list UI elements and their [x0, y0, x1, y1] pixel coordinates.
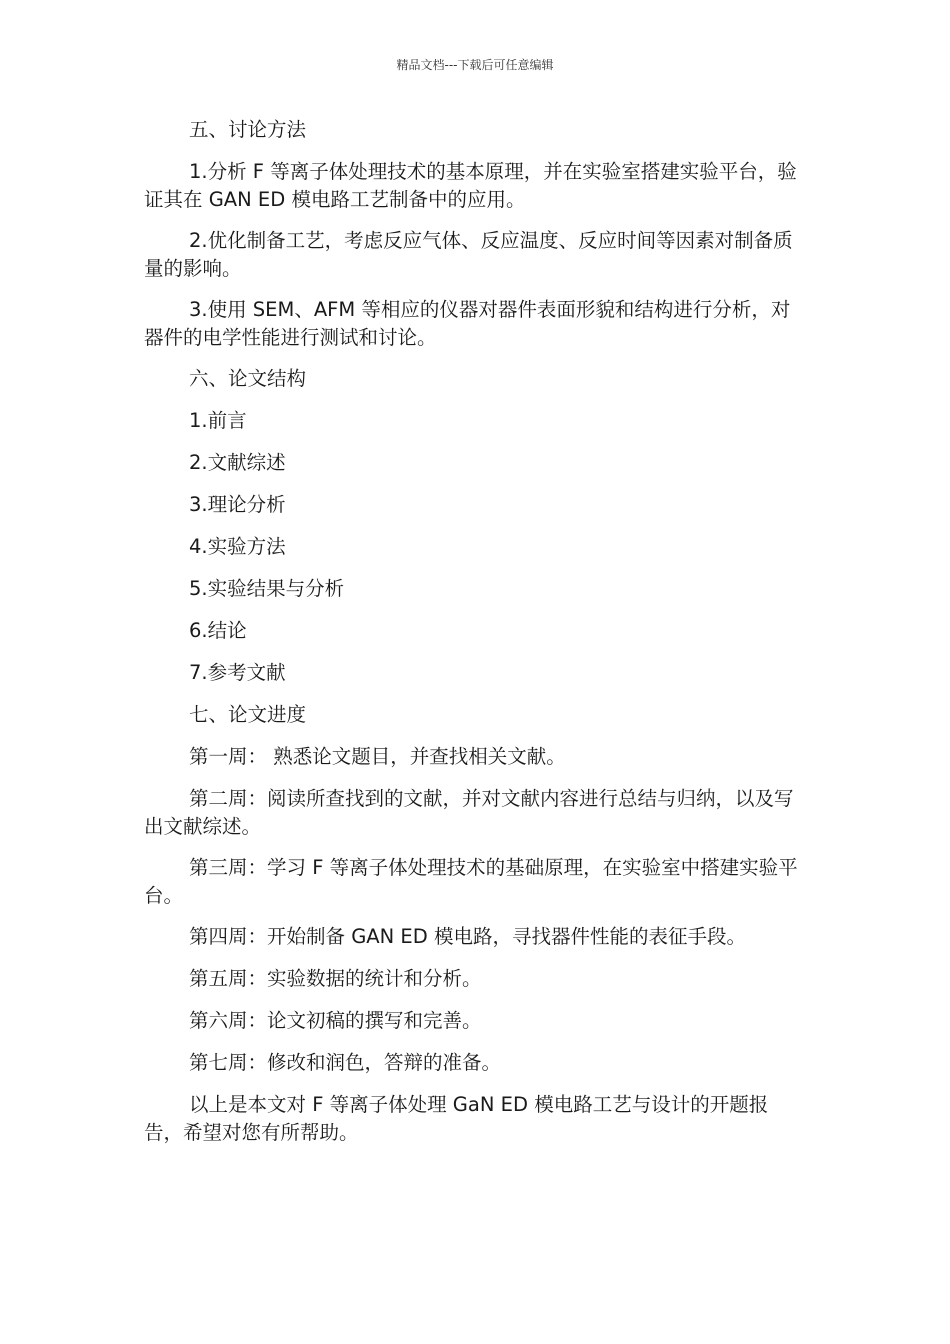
structure-item-1: 1.前言	[189, 409, 247, 432]
structure-item-7: 7.参考文献	[189, 661, 286, 684]
schedule-week-1: 第一周： 熟悉论文题目，并查找相关文献。	[189, 745, 566, 768]
structure-item-3: 3.理论分析	[189, 493, 286, 516]
method-item-3: 3.使用 SEM、AFM 等相应的仪器对器件表面形貌和结构进行分析，对器件的电学性能进行测试和讨论。	[144, 298, 791, 349]
page-header: 精品文档---下载后可任意编辑	[396, 58, 554, 72]
schedule-week-5: 第五周：实验数据的统计和分析。	[189, 967, 482, 990]
schedule-week-3: 第三周：学习 F 等离子体处理技术的基础原理，在实验室中搭建实验平台。	[144, 856, 798, 907]
section-heading-thesis-structure: 六、论文结构	[189, 367, 307, 390]
structure-item-4: 4.实验方法	[189, 535, 286, 558]
section-heading-discussion-methods: 五、讨论方法	[189, 118, 307, 141]
document-body	[144, 116, 806, 1160]
structure-item-6: 6.结论	[189, 619, 247, 642]
schedule-week-4: 第四周：开始制备 GAN ED 模电路，寻找器件性能的表征手段。	[189, 925, 746, 948]
schedule-week-6: 第六周：论文初稿的撰写和完善。	[189, 1009, 482, 1032]
schedule-week-7: 第七周：修改和润色，答辩的准备。	[189, 1051, 502, 1074]
structure-item-5: 5.实验结果与分析	[189, 577, 345, 600]
schedule-week-2: 第二周：阅读所查找到的文献，并对文献内容进行总结与归纳，以及写出文献综述。	[144, 787, 794, 838]
structure-item-2: 2.文献综述	[189, 451, 286, 474]
section-heading-thesis-schedule: 七、论文进度	[189, 703, 307, 726]
method-item-1: 1.分析 F 等离子体处理技术的基本原理，并在实验室搭建实验平台，验证其在 GAN ED 模电路工艺制备中的应用。	[144, 160, 797, 211]
closing-paragraph: 以上是本文对 F 等离子体处理 GaN ED 模电路工艺与设计的开题报告，希望对您有所帮助。	[144, 1093, 769, 1144]
method-item-2: 2.优化制备工艺，考虑反应气体、反应温度、反应时间等因素对制备质量的影响。	[144, 229, 793, 280]
